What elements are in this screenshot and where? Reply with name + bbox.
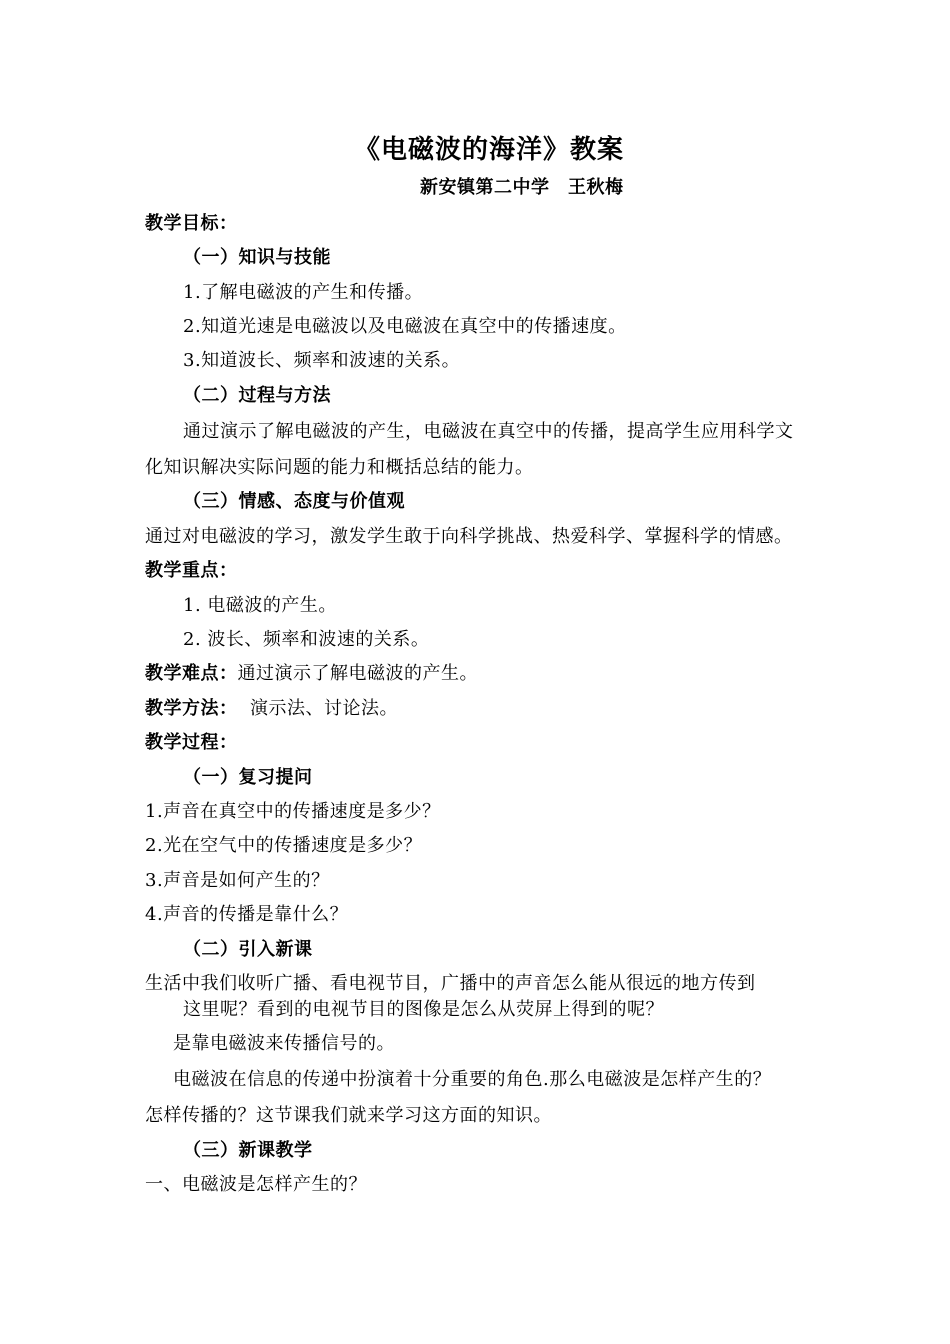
intro-heading: （二）引入新课: [183, 939, 313, 960]
emotion-text: 通过对电磁波的学习，激发学生敢于向科学挑战、热爱科学、掌握科学的情感。: [145, 526, 793, 547]
review-heading: （一）复习提问: [183, 767, 313, 788]
document-title: 《电磁波的海洋》教案: [354, 135, 625, 165]
process-text: 通过演示了解电磁波的产生，电磁波在真空中的传播，提高学生应用科学文: [183, 421, 794, 442]
review-item: 4.声音的传播是靠什么？: [145, 904, 349, 925]
objective-item: 2.知道光速是电磁波以及电磁波在真空中的传播速度。: [183, 316, 627, 337]
document-author: 新安镇第二中学 王秋梅: [420, 177, 624, 198]
process-text: 化知识解决实际问题的能力和概括总结的能力。: [145, 457, 534, 478]
intro-text: 电磁波在信息的传递中扮演着十分重要的角色.那么电磁波是怎样产生的？: [173, 1069, 772, 1090]
emotion-heading: （三）情感、态度与价值观: [183, 491, 405, 512]
review-item: 2.光在空气中的传播速度是多少？: [145, 835, 423, 856]
key-points-heading: 教学重点：: [145, 560, 238, 581]
new-lesson-heading: （三）新课教学: [183, 1140, 313, 1161]
process-heading: （二）过程与方法: [183, 385, 331, 406]
key-point-item: 2. 波长、频率和波速的关系。: [183, 629, 430, 650]
objectives-heading: 教学目标：: [145, 213, 238, 234]
new-lesson-item: 一、电磁波是怎样产生的？: [145, 1174, 367, 1195]
review-item: 1.声音在真空中的传播速度是多少？: [145, 801, 441, 822]
difficulty-text: 通过演示了解电磁波的产生。: [237, 663, 478, 684]
procedure-heading: 教学过程：: [145, 732, 238, 753]
key-point-item: 1. 电磁波的产生。: [183, 595, 337, 616]
method-label: 教学方法：: [145, 698, 238, 719]
intro-text: 生活中我们收听广播、看电视节目，广播中的声音怎么能从很远的地方传到: [145, 973, 756, 994]
objective-item: 1.了解电磁波的产生和传播。: [183, 282, 424, 303]
intro-text: 是靠电磁波来传播信号的。: [173, 1033, 395, 1054]
intro-text: 怎样传播的？这节课我们就来学习这方面的知识。: [145, 1105, 552, 1126]
difficulty-label: 教学难点：: [145, 663, 238, 684]
method-row: [145, 697, 398, 721]
intro-text: 这里呢？看到的电视节目的图像是怎么从荧屏上得到的呢？: [183, 999, 664, 1020]
objective-item: 3.知道波长、频率和波速的关系。: [183, 350, 461, 371]
difficulty-row: [145, 662, 478, 686]
knowledge-heading: （一）知识与技能: [183, 247, 331, 268]
method-text: 演示法、讨论法。: [237, 698, 398, 719]
review-item: 3.声音是如何产生的？: [145, 870, 330, 891]
